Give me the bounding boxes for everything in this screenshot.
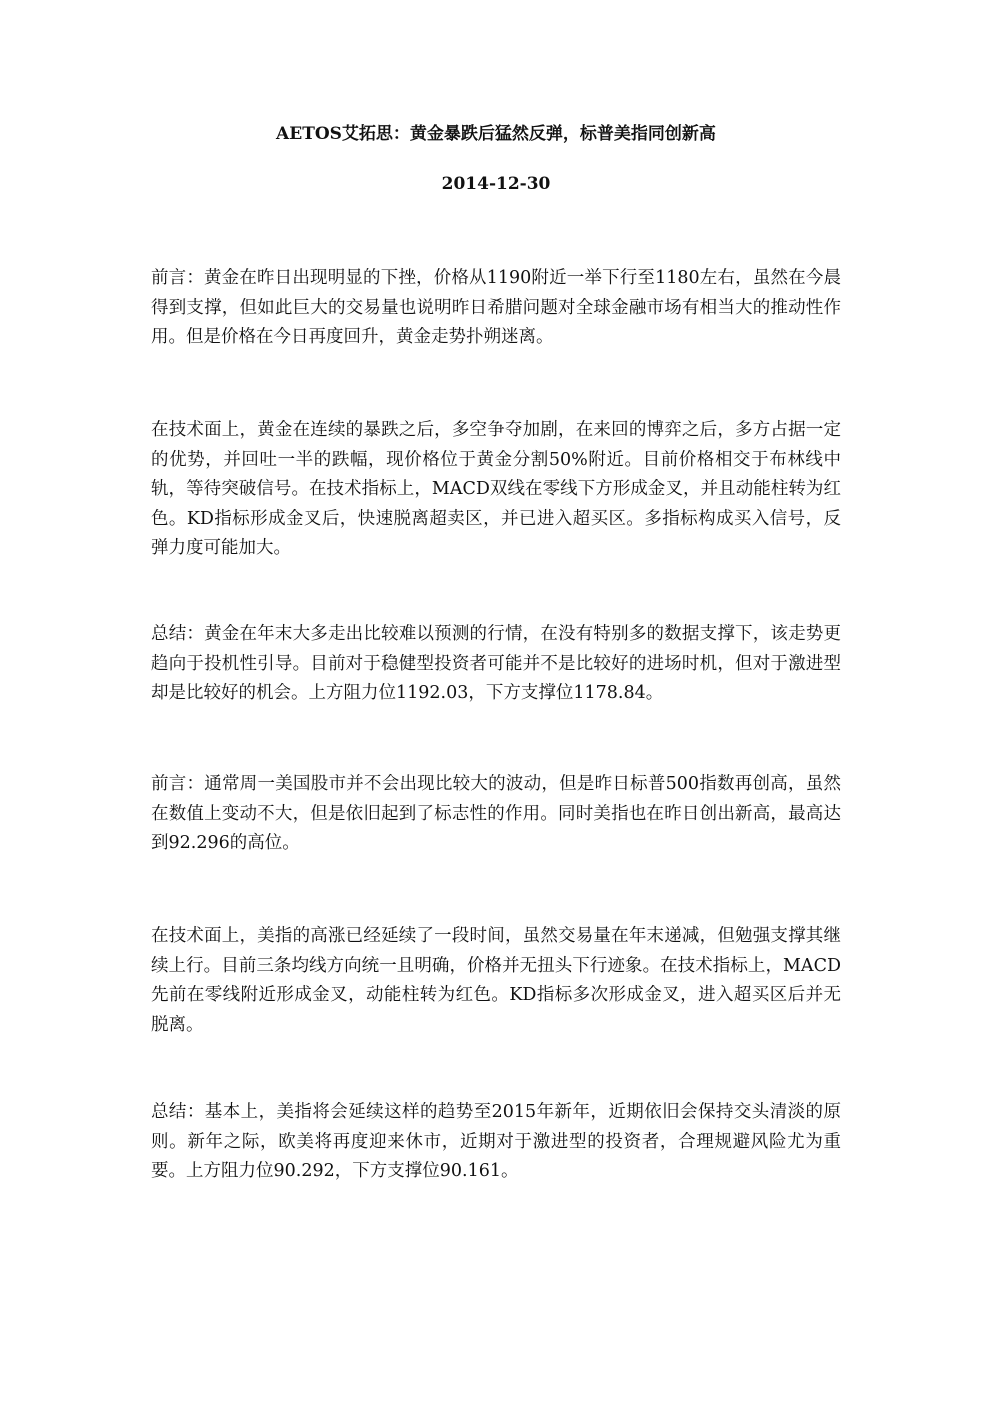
paragraph-gold-intro: 前言：黄金在昨日出现明显的下挫，价格从1190附近一举下行至1180左右，虽然在今晨得到支撑，但如此巨大的交易量也说明昨日希腊问题对全球金融市场有相当大的推动性作用。但是价格在今日再度回升，黄金走势扑朔迷离。 <box>151 268 841 347</box>
document-title: AETOS艾拓思：黄金暴跌后猛然反弹，标普美指同创新高 <box>276 124 716 144</box>
paragraph-gold-summary: 总结：黄金在年末大多走出比较难以预测的行情，在没有特别多的数据支撑下，该走势更趋向于投机性引导。目前对于稳健型投资者可能并不是比较好的进场时机，但对于激进型却是比较好的机会。上方阻力位1192.03，下方支撑位1178.84。 <box>151 624 841 703</box>
paragraph-usd-technical: 在技术面上，美指的高涨已经延续了一段时间，虽然交易量在年末递减，但勉强支撑其继续上行。目前三条均线方向统一且明确，价格并无扭头下行迹象。在技术指标上，MACD先前在零线附近形成金叉，动能柱转为红色。KD指标多次形成金叉，进入超买区后并无脱离。 <box>151 926 841 1035</box>
paragraph-gold-technical: 在技术面上，黄金在连续的暴跌之后，多空争夺加剧，在来回的博弈之后，多方占据一定的优势，并回吐一半的跌幅，现价格位于黄金分割50%附近。目前价格相交于布林线中轨，等待突破信号。在技术指标上，MACD双线在零线下方形成金叉，并且动能柱转为红色。KD指标形成金叉后，快速脱离超卖区，并已进入超买区。多指标构成买入信号，反弹力度可能加大。 <box>151 420 841 558</box>
document-date: 2014-12-30 <box>441 174 551 194</box>
paragraph-usd-intro: 前言：通常周一美国股市并不会出现比较大的波动，但是昨日标普500指数再创高，虽然在数值上变动不大，但是依旧起到了标志性的作用。同时美指也在昨日创出新高，最高达到92.296的高位。 <box>151 774 841 853</box>
paragraph-usd-summary: 总结：基本上，美指将会延续这样的趋势至2015年新年，近期依旧会保持交头清淡的原则。新年之际，欧美将再度迎来休市，近期对于激进型的投资者，合理规避风险尤为重要。上方阻力位90.292，下方支撑位90.161。 <box>151 1102 841 1181</box>
